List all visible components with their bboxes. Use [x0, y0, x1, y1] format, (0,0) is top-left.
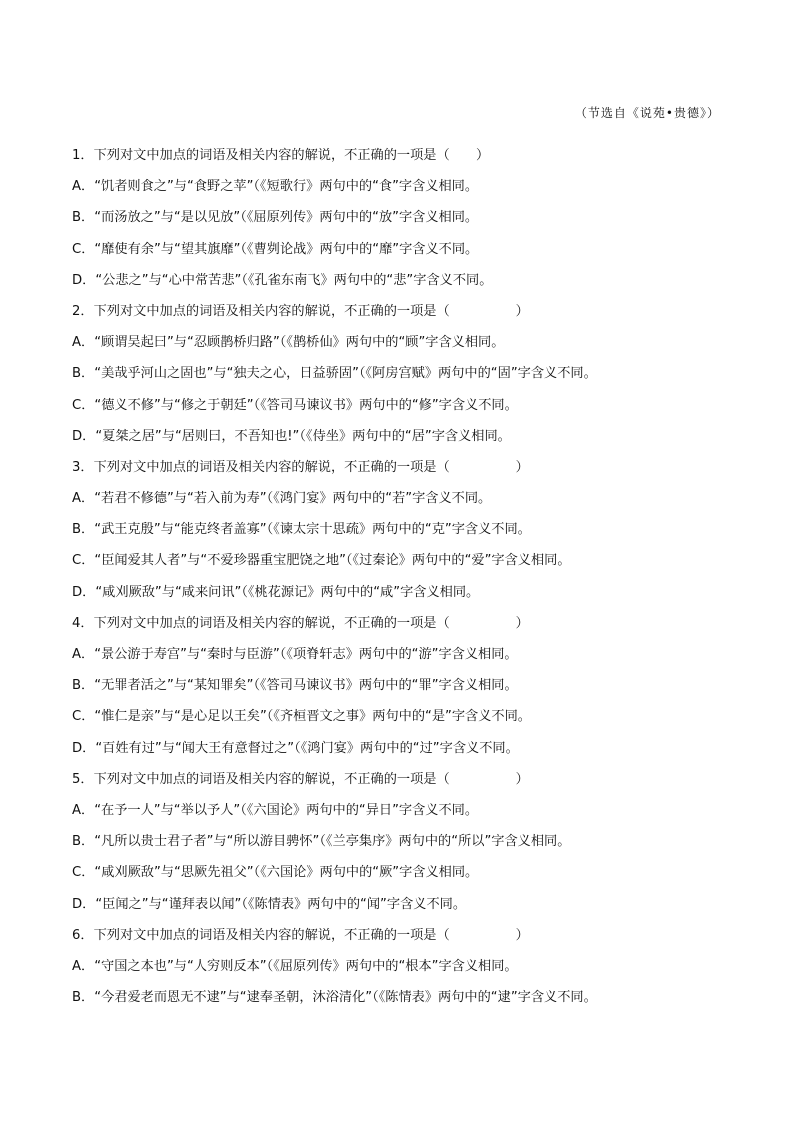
question-1-option-d: D．“公悲之”与“心中常苦悲”（《孔雀东南飞》两句中的“悲”字含义不同。 — [72, 272, 493, 288]
question-6-option-b: B．“今君爱老而恩无不逮”与“逮奉圣朝，沐浴清化”（《陈情表》两句中的“逮”字含义不同。 — [72, 990, 597, 1006]
question-2-option-b: B．“美哉乎河山之固也”与“独夫之心，日益骄固”（《阿房宫赋》两句中的“固”字含义不同。 — [72, 366, 597, 382]
question-4-stem: 4．下列对文中加点的词语及相关内容的解说，不正确的一项是（ ） — [72, 615, 529, 631]
question-5-stem: 5．下列对文中加点的词语及相关内容的解说，不正确的一项是（ ） — [72, 771, 529, 787]
question-1-option-c: C．“靡使有余”与“望其旗靡”（《曹刿论战》两句中的“靡”字含义不同。 — [72, 241, 479, 257]
question-5-option-d: D．“臣闻之”与“谨拜表以闻”（《陈情表》两句中的“闻”字含义不同。 — [72, 896, 467, 912]
question-3-stem: 3．下列对文中加点的词语及相关内容的解说，不正确的一项是（ ） — [72, 459, 529, 475]
question-4-option-b: B．“无罪者活之”与“某知罪矣”（《答司马谏议书》两句中的“罪”字含义相同。 — [72, 678, 518, 694]
question-4-option-d: D．“百姓有过”与“闻大王有意督过之”（《鸿门宴》两句中的“过”字含义不同。 — [72, 740, 519, 756]
question-5-option-a: A．“在予一人”与“举以予人”（《六国论》两句中的“异日”字含义不同。 — [72, 802, 479, 818]
question-2-option-c: C．“德义不修”与“修之于朝廷”（《答司马谏议书》两句中的“修”字含义不同。 — [72, 397, 518, 413]
question-1-option-b: B．“而汤放之”与“是以见放”（《屈原列传》两句中的“放”字含义相同。 — [72, 210, 479, 226]
question-3-option-d: D．“咸刈厥敌”与“咸来问讯”（《桃花源记》两句中的“咸”字含义相同。 — [72, 584, 480, 600]
question-4-option-a: A．“景公游于寿宫”与“秦时与臣游”（《项脊轩志》两句中的“游”字含义相同。 — [72, 647, 518, 662]
question-6-stem: 6．下列对文中加点的词语及相关内容的解说，不正确的一项是（ ） — [72, 927, 529, 943]
question-1-stem: 1．下列对文中加点的词语及相关内容的解说，不正确的一项是（ ） — [72, 148, 490, 163]
question-2-stem: 2．下列对文中加点的词语及相关内容的解说，不正确的一项是（ ） — [72, 303, 529, 319]
question-2-option-a: A．“顾谓吴起曰”与“忍顾鹊桥归路”（《鹊桥仙》两句中的“顾”字含义相同。 — [72, 335, 505, 351]
question-3-option-b: B．“武王克殷”与“能克终者盖寡”（《谏太宗十思疏》两句中的“克”字含义不同。 — [72, 522, 531, 538]
question-5-option-c: C．“咸刈厥敌”与“思厥先祖父”（《六国论》两句中的“厥”字含义相同。 — [72, 865, 479, 881]
question-5-option-b: B．“凡所以贵士君子者”与“所以游目骋怀”（《兰亭集序》两句中的“所以”字含义相同。 — [72, 834, 571, 850]
question-1-option-a: A．“饥者则食之”与“食野之苹”（《短歌行》两句中的“食”字含义相同。 — [72, 179, 479, 195]
question-3-option-c: C．“臣闻爱其人者”与“不爱珍器重宝肥饶之地”（《过秦论》两句中的“爱”字含义相同。 — [72, 553, 571, 569]
question-3-option-a: A．“若君不修德”与“若入前为寿”（《鸿门宴》两句中的“若”字含义不同。 — [72, 491, 492, 507]
question-2-option-d: D．“夏桀之居”与“居则曰，不吾知也!”（《侍坐》两句中的“居”字含义相同。 — [72, 428, 511, 444]
questions-body — [72, 140, 732, 1013]
question-6-option-a: A．“守国之本也”与“人穷则反本”（《屈原列传》两句中的“根本”字含义相同。 — [72, 958, 518, 974]
source-note: （节选自《说苑•贵德》） — [574, 106, 720, 120]
question-4-option-c: C．“惟仁是亲”与“是心足以王矣”（《齐桓晋文之事》两句中的“是”字含义不同。 — [72, 709, 531, 725]
